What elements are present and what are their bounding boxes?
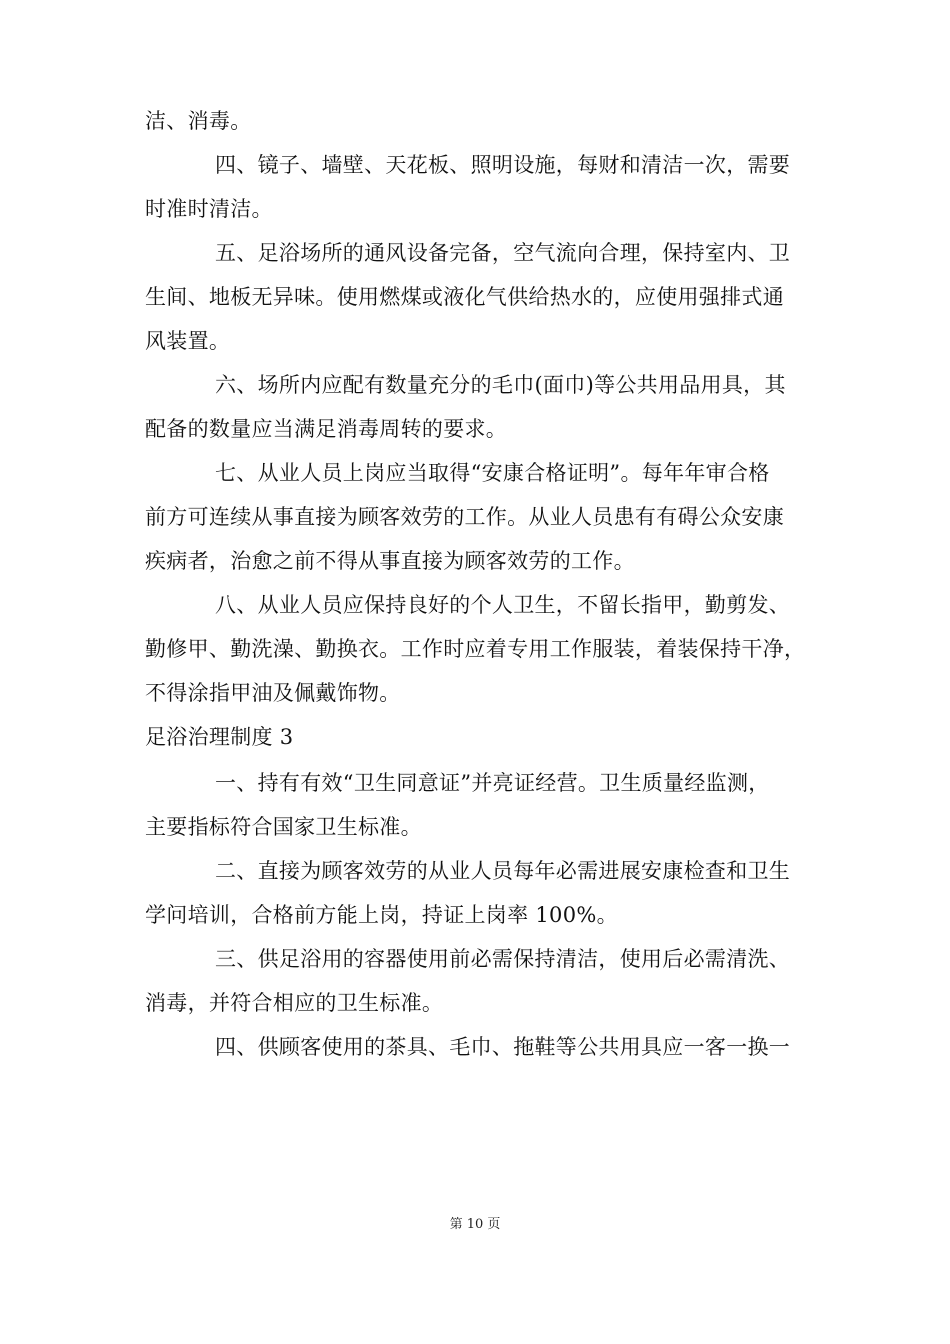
paragraph-line: 时准时清洁。 [145, 197, 273, 221]
paragraph-line: 四、供顾客使用的茶具、毛巾、拖鞋等公共用具应一客一换一 [215, 1035, 791, 1059]
paragraph-line: 前方可连续从事直接为顾客效劳的工作。从业人员患有有碍公众安康 [145, 505, 784, 529]
paragraph-line: 五、足浴场所的通风设备完备，空气流向合理，保持室内、卫 [215, 241, 791, 265]
section-heading: 足浴治理制度 3 [145, 725, 294, 749]
paragraph-line: 不得涂指甲油及佩戴饰物。 [145, 681, 401, 705]
paragraph-line: 勤修甲、勤洗澡、勤换衣。工作时应着专用工作服装，着装保持干净， [145, 637, 806, 661]
paragraph-line: 消毒，并符合相应的卫生标准。 [145, 991, 444, 1015]
paragraph-line: 学问培训，合格前方能上岗，持证上岗率 100%。 [145, 903, 618, 927]
paragraph-line: 一、持有有效“卫生同意证”并亮证经营。卫生质量经监测， [215, 771, 770, 795]
paragraph-line: 风装置。 [145, 329, 231, 353]
paragraph-line: 四、镜子、墙壁、天花板、照明设施，每财和清洁一次，需要 [215, 153, 791, 177]
paragraph-line: 疾病者，治愈之前不得从事直接为顾客效劳的工作。 [145, 549, 635, 573]
paragraph-line: 主要指标符合国家卫生标准。 [145, 815, 422, 839]
paragraph-line: 八、从业人员应保持良好的个人卫生，不留长指甲，勤剪发、 [215, 593, 791, 617]
paragraph-line: 三、供足浴用的容器使用前必需保持清洁，使用后必需清洗、 [215, 947, 791, 971]
paragraph-line: 洁、消毒。 [145, 109, 252, 133]
paragraph-line: 二、直接为顾客效劳的从业人员每年必需进展安康检查和卫生 [215, 859, 791, 883]
paragraph-line: 配备的数量应当满足消毒周转的要求。 [145, 417, 508, 441]
paragraph-line: 七、从业人员上岗应当取得“安康合格证明”。每年年审合格 [215, 461, 770, 485]
paragraph-line: 生间、地板无异味。使用燃煤或液化气供给热水的，应使用强排式通 [145, 285, 784, 309]
paragraph-line: 六、场所内应配有数量充分的毛巾(面巾)等公共用品用具，其 [215, 373, 786, 397]
page-number: 第 10 页 [449, 1217, 501, 1232]
